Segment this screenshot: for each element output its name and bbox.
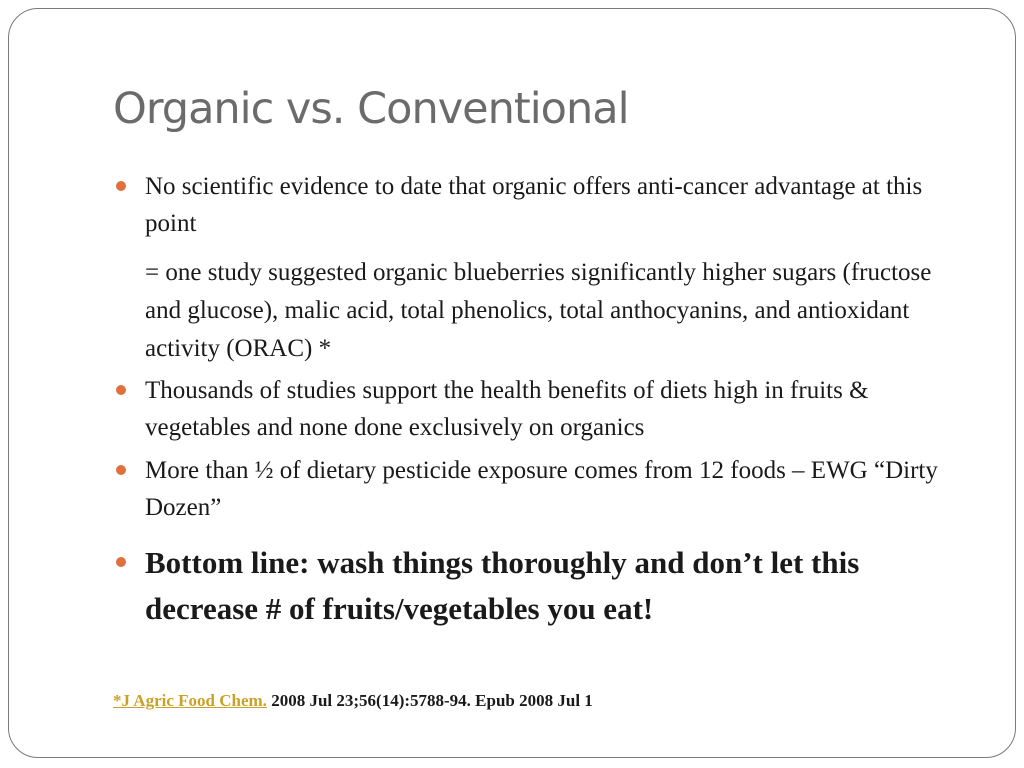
- bullet-icon: [116, 385, 126, 395]
- sub-paragraph: [113, 254, 973, 368]
- bullet-icon: [116, 465, 126, 475]
- bullet-item: [113, 452, 973, 526]
- sub-paragraph-text: = one study suggested organic blueberries significantly higher sugars (fructose and glucose), malic acid, total phenolics, total anthocyanins, and antioxidant activity (ORAC) *: [145, 259, 932, 362]
- bullet-icon: [116, 181, 126, 191]
- bullet-text: Bottom line: wash things thoroughly and don’t let this decrease # of fruits/vegetables you eat!: [145, 545, 860, 626]
- bullet-text: No scientific evidence to date that organic offers anti-cancer advantage at this point: [145, 173, 923, 237]
- citation: [113, 691, 593, 711]
- bullet-item: [113, 168, 973, 242]
- bullet-icon: [116, 557, 126, 567]
- bullet-item-bottom-line: [113, 540, 973, 632]
- citation-link[interactable]: *J Agric Food Chem.: [113, 691, 267, 710]
- bullet-text: More than ½ of dietary pesticide exposure comes from 12 foods – EWG “Dirty Dozen”: [145, 457, 938, 521]
- bullet-item: [113, 372, 973, 446]
- slide-title: Organic vs. Conventional: [113, 84, 629, 134]
- bullet-text: Thousands of studies support the health benefits of diets high in fruits & vegetables and none done exclusively on organics: [145, 377, 869, 441]
- citation-text: 2008 Jul 23;56(14):5788-94. Epub 2008 Jul 1: [266, 691, 593, 710]
- slide-content: [113, 168, 973, 632]
